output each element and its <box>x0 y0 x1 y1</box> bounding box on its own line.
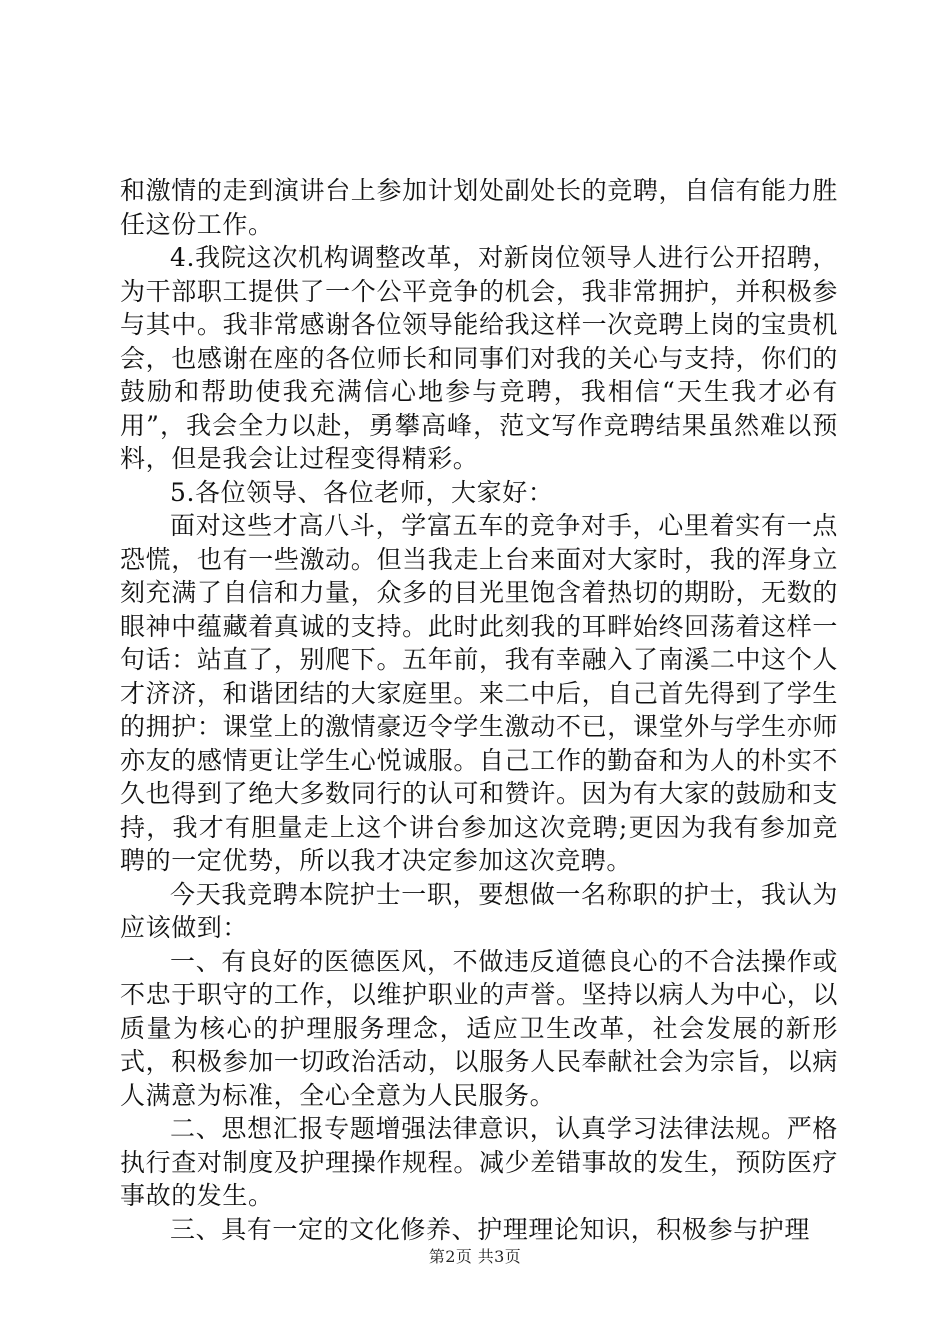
page-footer <box>0 1244 950 1267</box>
paragraph-nurse-intro: 今天我竞聘本院护士一职，要想做一名称职的护士，我认为应该做到： <box>120 879 838 942</box>
paragraph-speech-body: 面对这些才高八斗，学富五车的竞争对手，心里着实有一点恐慌，也有一些激动。但当我走上台来面对大家时，我的浑身立刻充满了自信和力量，众多的目光里饱含着热切的期盼，无数的眼神中蕴藏着真诚的支持。此时此刻我的耳畔始终回荡着这样一句话：站直了，别爬下。五年前，我有幸融入了南溪二中这个人才济济，和谐团结的大家庭里。来二中后，自己首先得到了学生的拥护：课堂上的激情豪迈令学生激动不已，课堂外与学生亦师亦友的感情更让学生心悦诚服。自己工作的勤奋和为人的朴实不久也得到了绝大多数同行的认可和赞许。因为有大家的鼓励和支持，我才有胆量走上这个讲台参加这次竞聘;更因为我有参加竞聘的一定优势，所以我才决定参加这次竞聘。 <box>120 511 838 875</box>
paragraph-continuation: 和激情的走到演讲台上参加计划处副处长的竞聘，自信有能力胜任这份工作。 <box>120 176 838 239</box>
paragraph-item-5-greeting: 5.各位领导、各位老师，大家好： <box>170 477 554 507</box>
paragraph-point-one: 一、有良好的医德医风，不做违反道德良心的不合法操作或不忠于职守的工作，以维护职业的声誉。坚持以病人为中心，以质量为核心的护理服务理念，适应卫生改革，社会发展的新形式，积极参加一切政治活动，以服务人民奉献社会为宗旨，以病人满意为标准，全心全意为人民服务。 <box>120 946 838 1110</box>
paragraph-point-three: 三、具有一定的文化修养、护理理论知识，积极参与护理 <box>170 1214 811 1244</box>
document-body <box>120 174 838 1246</box>
paragraph-item-4: 4.我院这次机构调整改革，对新岗位领导人进行公开招聘，为干部职工提供了一个公平竞争的机会，我非常拥护，并积极参与其中。我非常感谢各位领导能给我这样一次竞聘上岗的宝贵机会，也感谢在座的各位师长和同事们对我的关心与支持，你们的鼓励和帮助使我充满信心地参与竞聘，我相信“天生我才必有用”，我会全力以赴，勇攀高峰，范文写作竞聘结果虽然难以预料，但是我会让过程变得精彩。 <box>120 243 838 473</box>
paragraph-point-two: 二、思想汇报专题增强法律意识，认真学习法律法规。严格执行查对制度及护理操作规程。减少差错事故的发生，预防医疗事故的发生。 <box>120 1114 838 1210</box>
page-number-label: 第2页 共3页 <box>428 1247 522 1266</box>
